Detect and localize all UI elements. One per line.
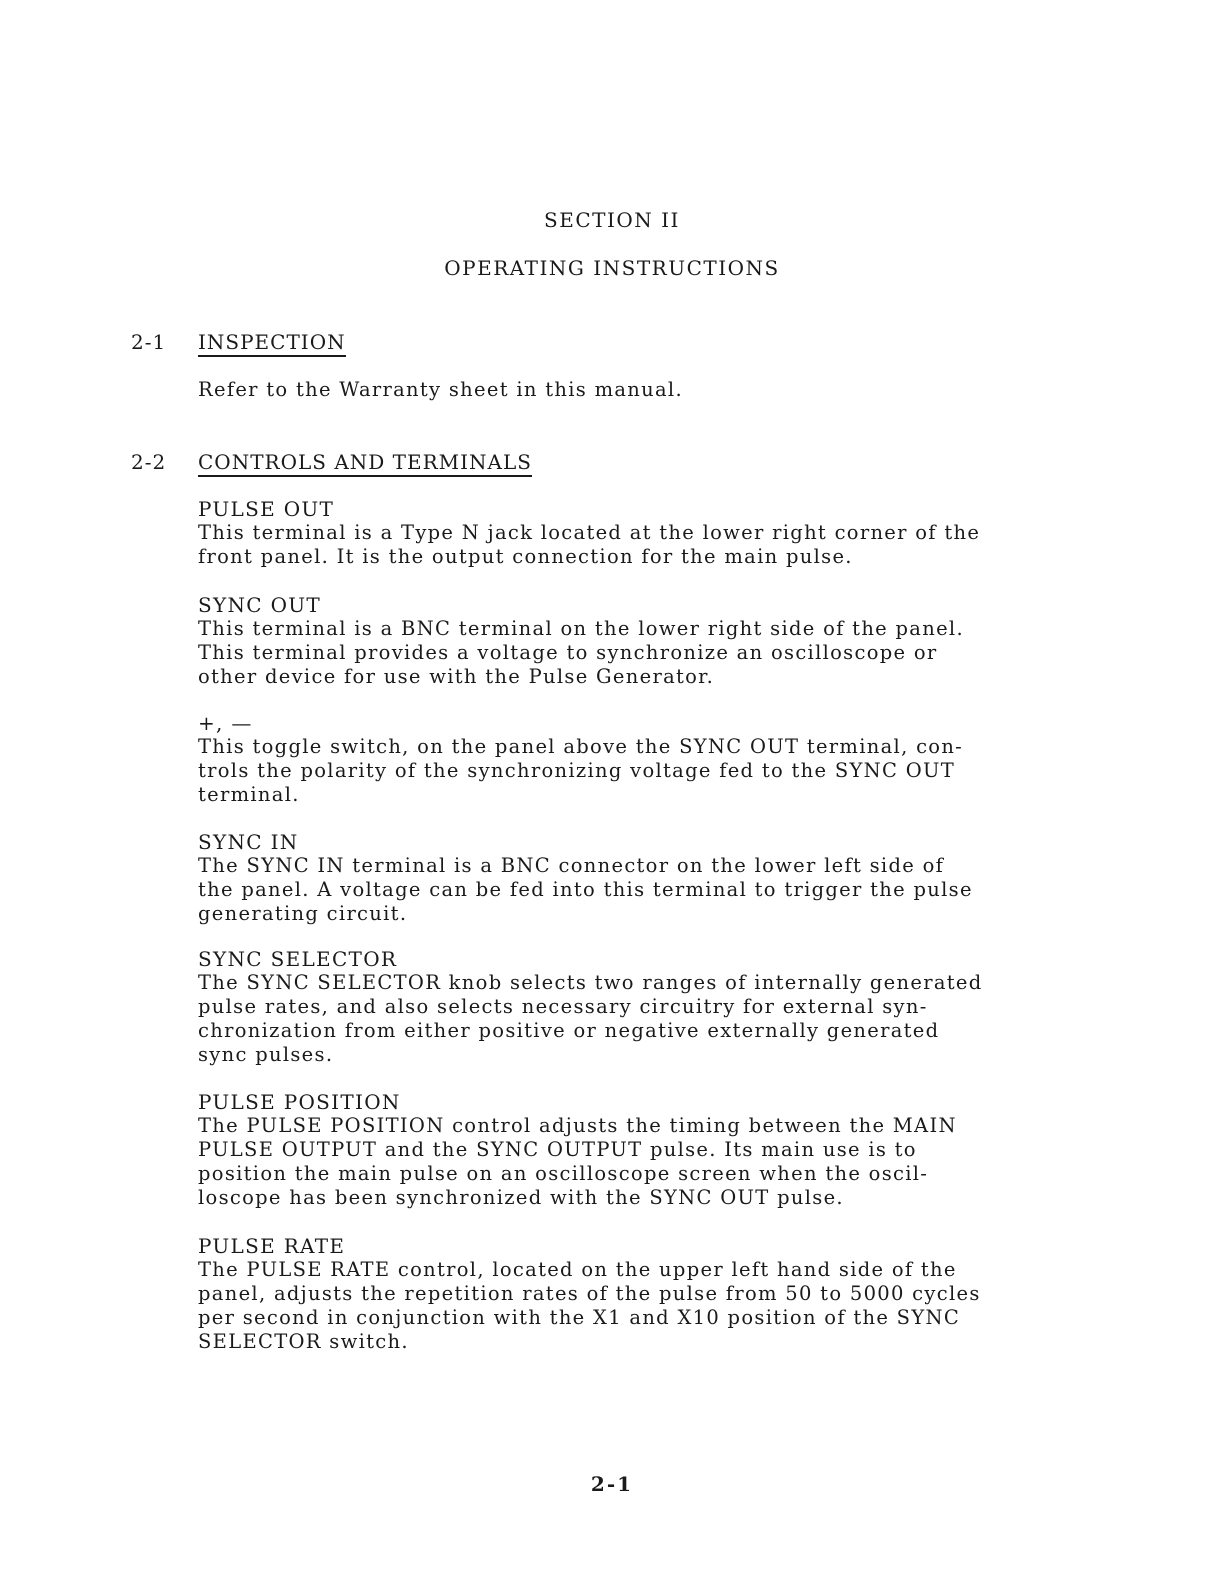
item-line: SELECTOR switch.: [198, 1330, 409, 1353]
item-line: PULSE OUTPUT and the SYNC OUTPUT pulse. Its main use is to: [198, 1138, 917, 1161]
item-line: sync pulses.: [198, 1043, 334, 1066]
item-line: the panel. A voltage can be fed into this terminal to trigger the pulse: [198, 878, 973, 901]
item-line: This terminal provides a voltage to synchronize an oscilloscope or: [198, 641, 938, 664]
item-line: terminal.: [198, 783, 300, 806]
item-heading: +, —: [198, 711, 253, 735]
item-line: per second in conjunction with the X1 and X10 position of the SYNC: [198, 1306, 961, 1329]
item-sync-out: [198, 593, 1058, 689]
item-pulse-out: [198, 497, 1058, 569]
item-line: This terminal is a Type N jack located at the lower right corner of the: [198, 521, 981, 544]
item-pulse-position: [198, 1090, 1058, 1210]
page-title: OPERATING INSTRUCTIONS: [444, 256, 780, 280]
item-pulse-rate: [198, 1234, 1058, 1354]
item-line: The SYNC IN terminal is a BNC connector on the lower left side of: [198, 854, 945, 877]
item-line: front panel. It is the output connection for the main pulse.: [198, 545, 853, 568]
item-polarity-switch: [198, 711, 1058, 807]
section-number-2-1: 2-1: [131, 330, 167, 354]
item-line: The SYNC SELECTOR knob selects two ranges of internally generated: [198, 971, 983, 994]
item-heading: SYNC IN: [198, 830, 299, 854]
item-line: trols the polarity of the synchronizing voltage fed to the SYNC OUT: [198, 759, 956, 782]
item-line: The PULSE POSITION control adjusts the timing between the MAIN: [198, 1114, 957, 1137]
item-line: other device for use with the Pulse Generator.: [198, 665, 715, 688]
item-line: position the main pulse on an oscilloscope screen when the oscil-: [198, 1162, 929, 1185]
section-number-2-2: 2-2: [131, 450, 167, 474]
inspection-body: Refer to the Warranty sheet in this manual.: [198, 378, 683, 401]
item-heading: SYNC SELECTOR: [198, 947, 398, 971]
item-heading: PULSE RATE: [198, 1234, 346, 1258]
item-line: generating circuit.: [198, 902, 408, 925]
page-number: 2-1: [590, 1472, 634, 1496]
item-heading: PULSE OUT: [198, 497, 335, 521]
item-line: chronization from either positive or negative externally generated: [198, 1019, 940, 1042]
item-line: This terminal is a BNC terminal on the lower right side of the panel.: [198, 617, 964, 640]
item-sync-selector: [198, 947, 1058, 1067]
item-line: loscope has been synchronized with the SYNC OUT pulse.: [198, 1186, 844, 1209]
section-title-inspection: INSPECTION: [198, 330, 346, 357]
section-label: SECTION II: [544, 208, 680, 232]
item-line: pulse rates, and also selects necessary circuitry for external syn-: [198, 995, 928, 1018]
section-title-controls-and-terminals: CONTROLS AND TERMINALS: [198, 450, 532, 477]
item-heading: SYNC OUT: [198, 593, 322, 617]
item-line: This toggle switch, on the panel above the SYNC OUT terminal, con-: [198, 735, 964, 758]
item-line: panel, adjusts the repetition rates of the pulse from 50 to 5000 cycles: [198, 1282, 981, 1305]
item-line: The PULSE RATE control, located on the upper left hand side of the: [198, 1258, 957, 1281]
item-sync-in: [198, 830, 1058, 926]
item-heading: PULSE POSITION: [198, 1090, 401, 1114]
